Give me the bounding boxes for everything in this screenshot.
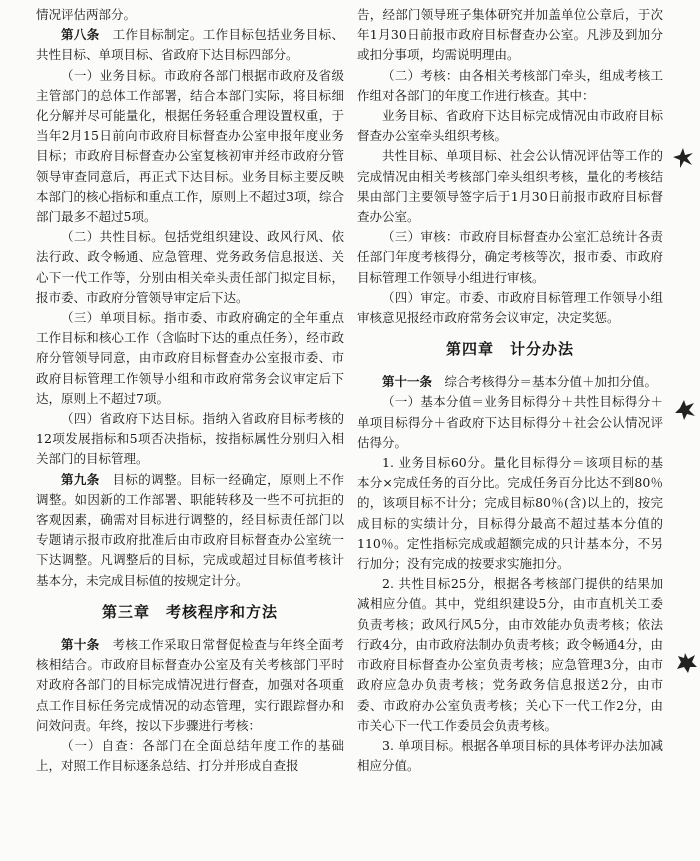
paragraph: 情况评估两部分。 xyxy=(36,7,137,22)
paragraph: （三）审核：市政府目标督查办公室汇总统计各责任部门年度考核得分，确定考核等次，报市委、市政府目标管理工作领导小组进行审核。 xyxy=(357,229,663,285)
paragraph: 共性目标、单项目标、社会公认情况评估等工作的完成情况由相关考核部门牵头组织考核，量化的考核结果由部门主要领导签字后于1月30日前报市政府目标督查办公室。 xyxy=(357,148,663,225)
paragraph: （一）业务目标。市政府各部门根据市政府及省级主管部门的总体工作部署，结合本部门实际，将目标细化分解并尽可能量化，根据任务轻重合理设置权重，于当年2月15日前向市政府目标督查办公室申报年度业务目标；市政府目标督查办公室复核初审并经市政府分管领导审查同意后，再正式下达目标。业务目标主要反映本部门的核心指标和重点工作，原则上不超过3项，综合部门最多不超过5项。 xyxy=(36,67,344,225)
article-8 xyxy=(36,25,344,65)
article-text: 工作目标制定。工作目标包括业务目标、共性目标、单项目标、省政府下达目标四部分。 xyxy=(36,27,344,63)
paragraph: 告，经部门领导班子集体研究并加盖单位公章后，于次年1月30日前报市政府目标督查办公室。凡涉及到加分或扣分事项，均需说明理由。 xyxy=(357,7,663,63)
right-column xyxy=(357,5,663,776)
paragraph: （四）省政府下达目标。指纳入省政府目标考核的12项发展指标和5项否决指标，按指标属性分别归入相关部门的目标管理。 xyxy=(36,411,344,467)
article-number: 第八条 xyxy=(61,27,100,43)
binding-hole-icon xyxy=(676,652,698,674)
binding-hole-icon xyxy=(674,399,696,421)
paragraph: 2. 共性目标25分，根据各考核部门提供的结果加减相应分值。其中，党组织建设5分，由市直机关工委负责考核；政风行风5分，由市效能办负责考核；依法行政4分，由市政府法制办负责考核；政令畅通4分，由市政府目标督查办公室负责考核；应急管理3分，由市政府应急办负责考核；党务政务信息报送2分，由市委、市政府办公室负责考核；关心下一代工作2分，由市关心下一代工作委员会负责考核。 xyxy=(357,576,663,733)
binding-hole-icon xyxy=(672,147,694,169)
article-number: 第九条 xyxy=(61,471,100,487)
article-text: 综合考核得分＝基本分值＋加扣分值。 xyxy=(444,374,658,390)
paragraph: （二）考核：由各相关考核部门牵头，组成考核工作组对各部门的年度工作进行核查。其中： xyxy=(357,67,663,103)
paragraph: 1. 业务目标60分。量化目标得分＝该项目标的基本分×完成任务的百分比。完成任务百分比达不到80％的，该项目标不计分；完成目标80％(含)以上的，按完成目标的实绩计分，目标得分最高不超过基本分值的110％。定性指标完成或超额完成的只计基本分，不另行加分；没有完成的按要求实施扣分。 xyxy=(357,455,663,572)
article-text: 考核工作采取日常督促检查与年终全面考核相结合。市政府目标督查办公室及有关考核部门平时对政府各部门的目标完成情况进行督查，加强对各项重点工作目标任务完成情况的动态管理，实行跟踪督办和问效问责。年终，按以下步骤进行考核： xyxy=(36,636,344,733)
article-11 xyxy=(357,372,663,392)
article-number: 第十条 xyxy=(61,636,100,652)
chapter-3-title: 第三章 考核程序和方法 xyxy=(101,602,278,621)
article-text: 目标的调整。目标一经确定，原则上不作调整。如因新的工作部署、职能转移及一些不可抗拒的客观因素，确需对目标进行调整的，经目标责任部门以专题请示报市政府批准后由市政府目标督查办公室统一下达调整。凡调整后的目标，完成或超过目标值考核计基本分，未完成目标值的按规定计分。 xyxy=(36,471,344,588)
paragraph: 业务目标、省政府下达目标完成情况由市政府目标督查办公室牵头组织考核。 xyxy=(357,108,663,144)
paragraph: （一）基本分值＝业务目标得分＋共性目标得分＋单项目标得分＋省政府下达目标得分＋社会公认情况评估得分。 xyxy=(357,394,663,450)
article-10 xyxy=(36,635,344,736)
paragraph: （三）单项目标。指市委、市政府确定的全年重点工作目标和核心工作（含临时下达的重点任务），经市政府分管领导同意，由市政府目标督查办公室报市委、市政府目标管理工作领导小组和市政府常务会议审定后下达，原则上不超过7项。 xyxy=(36,310,344,406)
chapter-4-title: 第四章 计分办法 xyxy=(445,340,574,359)
paragraph: （二）共性目标。包括党组织建设、政风行风、依法行政、政令畅通、应急管理、党务政务信息报送、关心下一代工作等，分别由相关牵头责任部门拟定目标，报市委、市政府分管领导审定后下达。 xyxy=(36,229,344,305)
left-column xyxy=(36,5,344,776)
article-number: 第十一条 xyxy=(382,374,433,390)
paragraph: （一）自查：各部门在全面总结年度工作的基础上，对照工作目标逐条总结、打分并形成自查报 xyxy=(36,737,344,774)
paragraph: （四）审定。市委、市政府目标管理工作领导小组审核意见报经市政府常务会议审定，决定奖惩。 xyxy=(357,289,663,326)
paragraph: 3. 单项目标。根据各单项目标的具体考评办法加减相应分值。 xyxy=(357,737,663,774)
article-9 xyxy=(36,470,344,591)
